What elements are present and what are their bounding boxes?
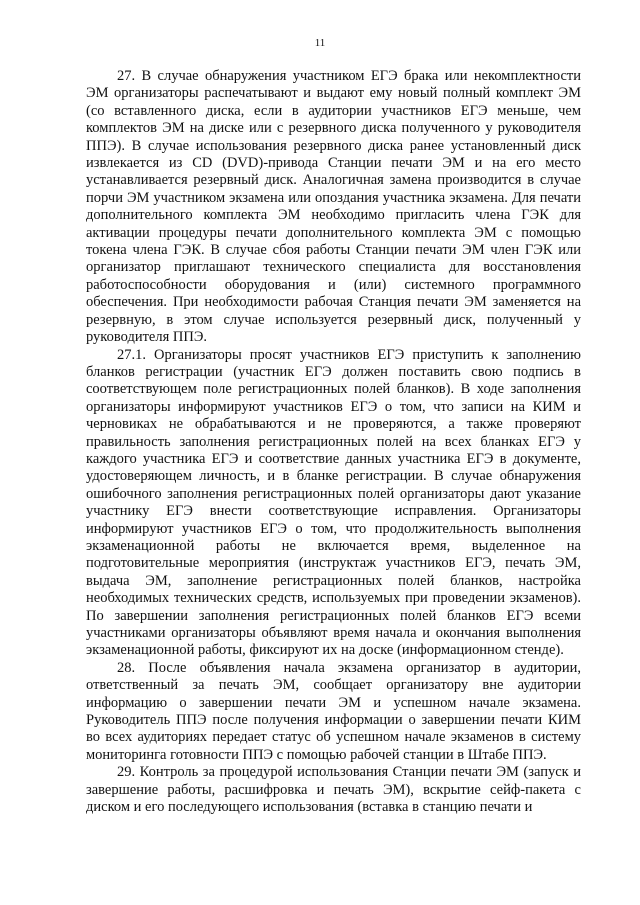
document-body [86, 68, 581, 816]
paragraph-27-1: 27.1. Организаторы просят участников ЕГЭ приступить к заполнению бланков регистрации (участник ЕГЭ должен поставить свою подпись в соответствующем поле регистрационных полей бланков). В ходе заполнения организаторы информируют участников ЕГЭ о том, что записи на КИМ и черновиках не обрабатываются и не проверяются, а также проверяют правильность заполнения регистрационных полей на всех бланках ЕГЭ у каждого участника ЕГЭ и соответствие данных участника ЕГЭ в документе, удостоверяющем личность, и в бланке регистрации. В случае обнаружения ошибочного заполнения регистрационных полей организаторы дают указание участнику ЕГЭ внести соответствующие исправления. Организаторы информируют участников ЕГЭ о том, что продолжительность выполнения экзаменационной работы не включается время, выделенное на подготовительные мероприятия (инструктаж участников ЕГЭ, печать ЭМ, выдача ЭМ, заполнение регистрационных полей бланков, настройка необходимых технических средств, используемых при проведении экзаменов). По завершении заполнения регистрационных полей бланков ЕГЭ всеми участниками организаторы объявляют время начала и окончания выполнения экзаменационной работы, фиксируют их на доске (информационном стенде). [86, 346, 581, 659]
paragraph-27: 27. В случае обнаружения участником ЕГЭ брака или некомплектности ЭМ организаторы распечатывают и выдают ему новый полный комплект ЭМ (со вставленного диска, если в аудитории участников ЕГЭ меньше, чем комплектов ЭМ на диске или с резервного диска полученного у руководителя ППЭ). В случае использования резервного диска ранее установленный диск извлекается из CD (DVD)-привода Станции печати ЭМ и на его место устанавливается резервный диск. Аналогичная замена производится в случае порчи ЭМ участником экзамена или опоздания участника экзамена. Для печати дополнительного комплекта ЭМ необходимо пригласить члена ГЭК для активации процедуры печати дополнительного комплекта ЭМ с помощью токена члена ГЭК. В случае сбоя работы Станции печати ЭМ член ГЭК или организатор приглашают технического специалиста для восстановления работоспособности оборудования и (или) системного программного обеспечения. При необходимости рабочая Станция печати ЭМ заменяется на резервную, в этом случае используется резервный диск, полученный у руководителя ППЭ. [86, 68, 581, 346]
page-number: 11 [314, 37, 326, 49]
paragraph-29: 29. Контроль за процедурой использования Станции печати ЭМ (запуск и завершение работы, расшифровка и печать ЭМ), вскрытие сейф-пакета с диском и его последующего использования (вставка в станцию печати и [86, 764, 581, 816]
paragraph-28: 28. После объявления начала экзамена организатор в аудитории, ответственный за печать ЭМ, сообщает организатору вне аудитории информацию о завершении печати ЭМ и успешном начале экзамена. Руководитель ППЭ после получения информации о завершении печати КИМ во всех аудиториях передает статус об успешном начале экзаменов в систему мониторинга готовности ППЭ с помощью рабочей станции в Штабе ППЭ. [86, 659, 581, 763]
